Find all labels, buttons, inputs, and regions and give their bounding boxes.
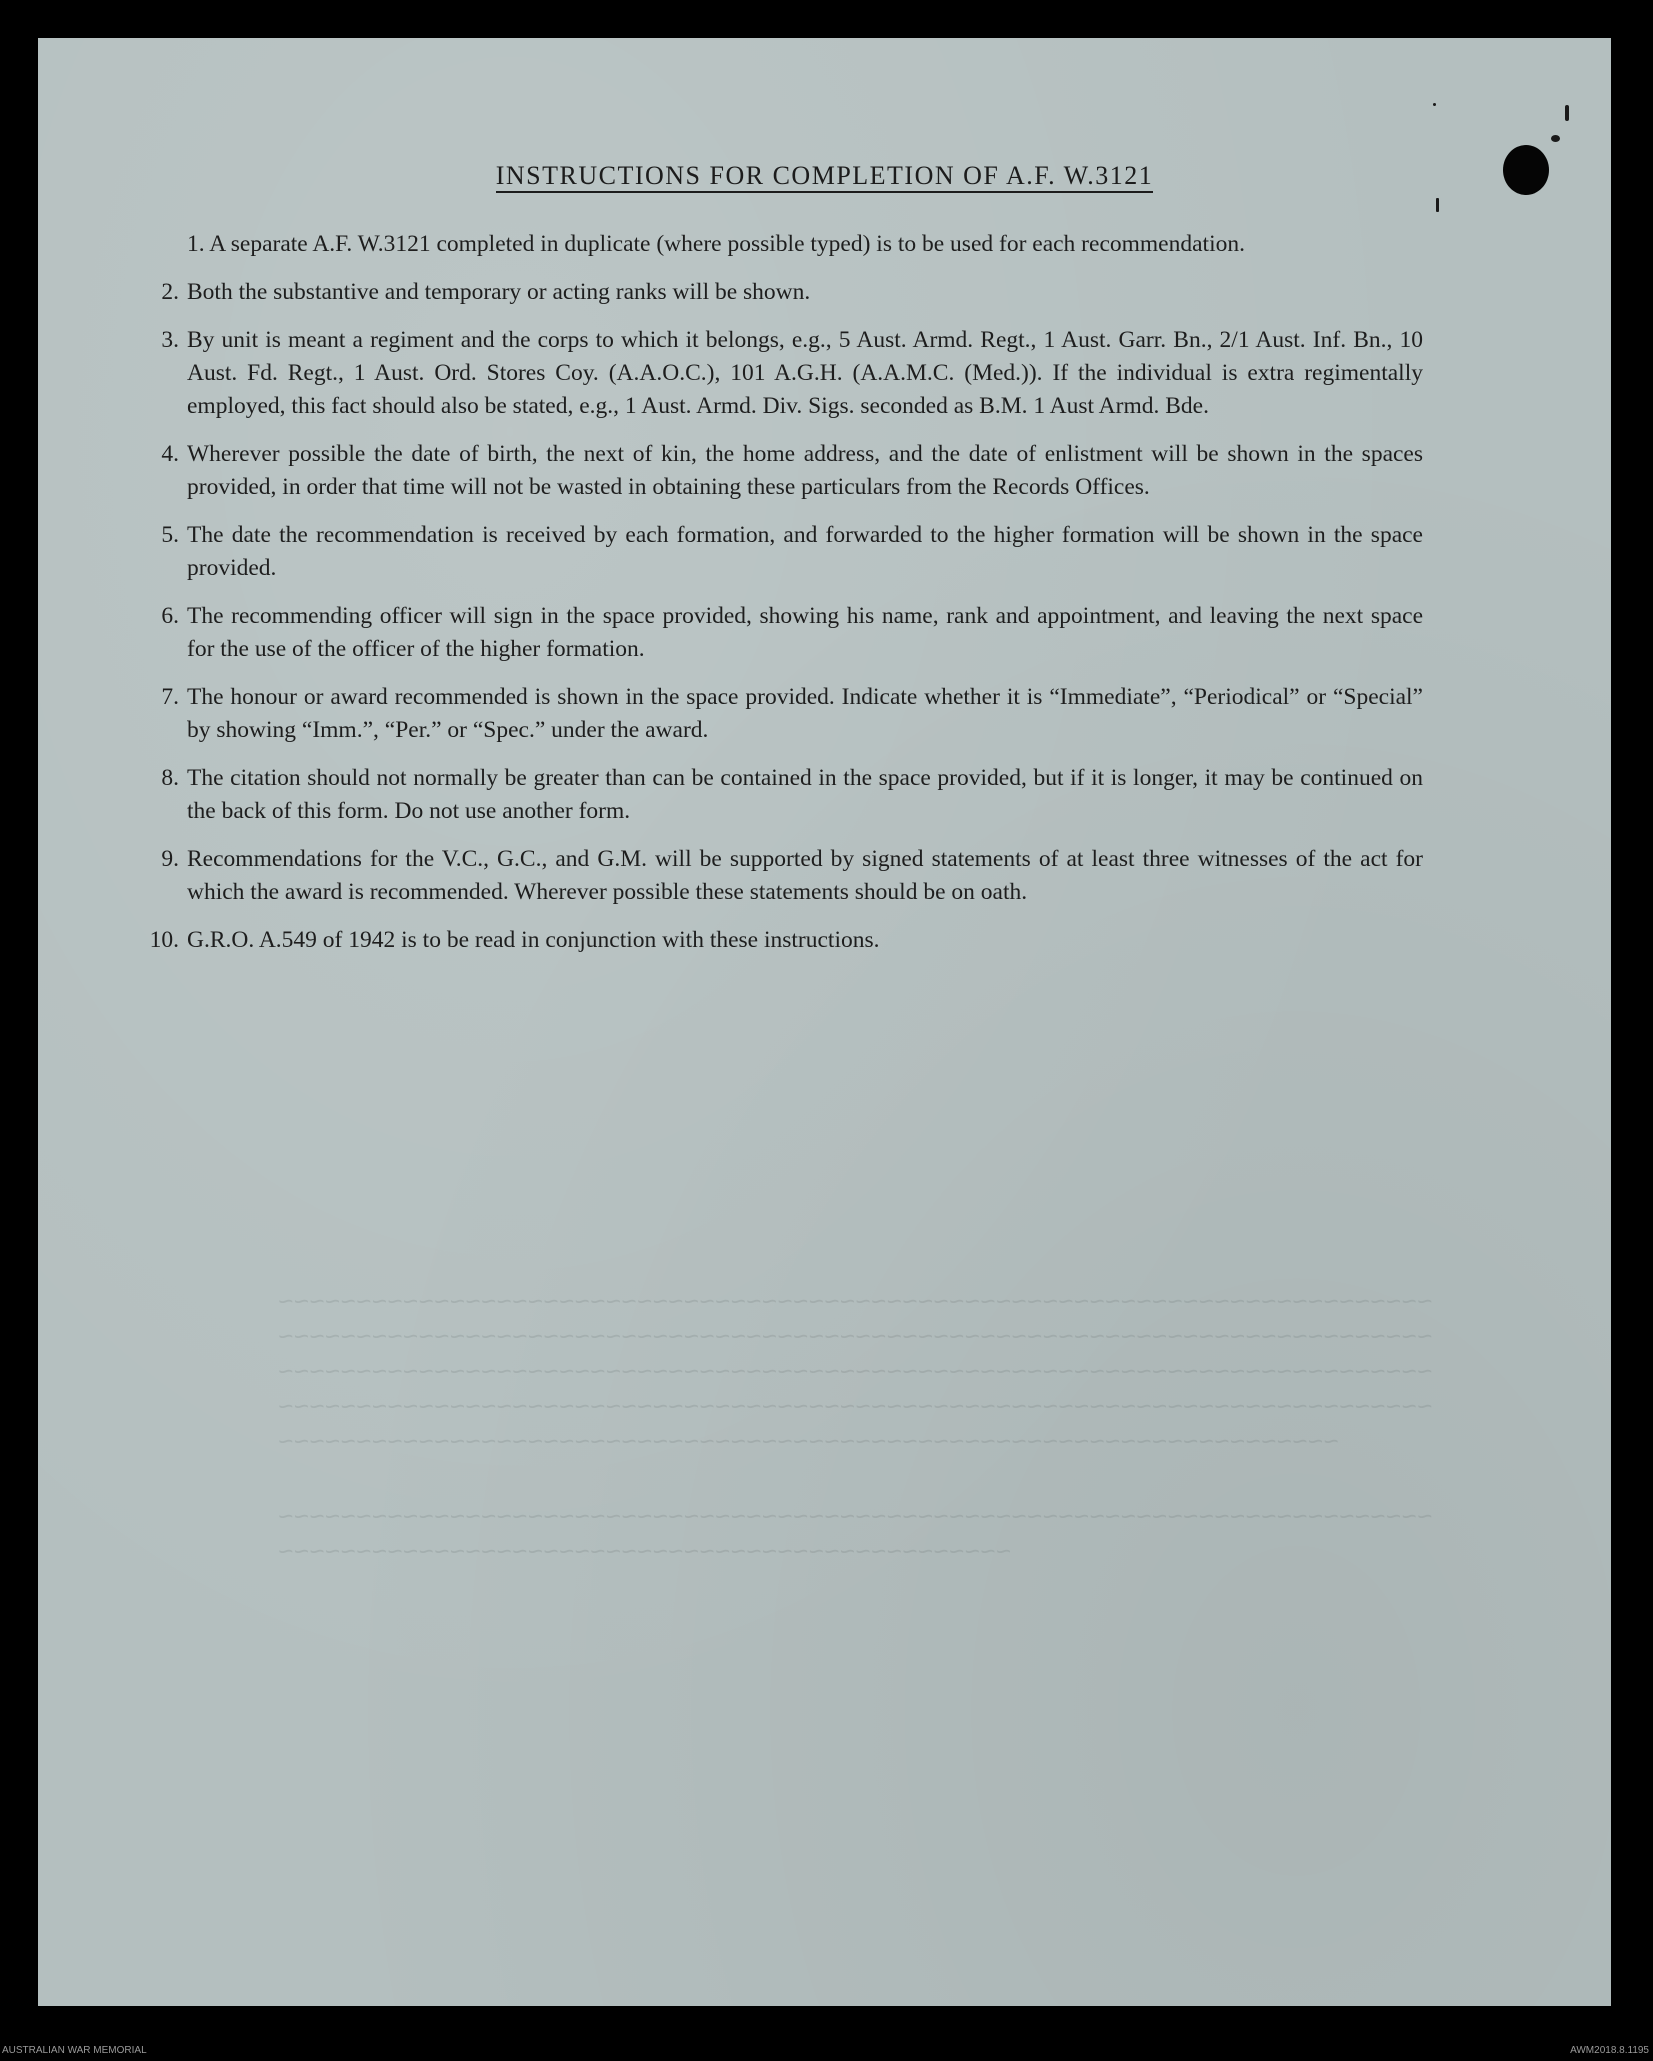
ink-speck	[1565, 105, 1569, 121]
bleed-through-text: ~~~~~~~~~~~~~~~~~~~~~~~~~~~~~~~~~~~~~~~~~~~~~~~~~~~~~~~~~~~~~~~~~~~~~~~~~~	[278, 1393, 1433, 1423]
item-text: The citation should not normally be greater than can be contained in the space provided, but if it is longer, it may be continued on the back of this form. Do not use another form.	[187, 765, 1423, 824]
instruction-item	[133, 276, 1423, 309]
instruction-item	[133, 438, 1423, 504]
archive-credit: AUSTRALIAN WAR MEMORIAL	[2, 2045, 147, 2056]
item-text: The honour or award recommended is shown in the space provided. Indicate whether it is “Immediate”, “Periodical” or “Special” by showing “Imm.”, “Per.” or “Spec.” under the award.	[187, 684, 1423, 743]
item-text: By unit is meant a regiment and the corps to which it belongs, e.g., 5 Aust. Armd. Regt., 1 Aust. Garr. Bn., 2/1 Aust. Inf. Bn., 10 Aust. Fd. Regt., 1 Aust. Ord. Stores Coy. (A.A.O.C.), 101 A.G.H. (A.A.M.C. (Med.)). If the individual is extra regimentally employed, this fact should also be stated, e.g., 1 Aust. Armd. Div. Sigs. seconded as B.M. 1 Aust Armd. Bde.	[187, 327, 1423, 419]
item-text: Wherever possible the date of birth, the next of kin, the home address, and the date of enlistment will be shown in the spaces provided, in order that time will not be wasted in obtaining these particulars from the Records Offices.	[187, 441, 1423, 500]
ink-speck	[1436, 198, 1439, 212]
bleed-through-text: ~~~~~~~~~~~~~~~~~~~~~~~~~~~~~~~~~~~~~~~~~~~~~~~~~~~~~~~~~~~~~~~~~~~~~~~~~~	[278, 1358, 1433, 1388]
archive-reference: AWM2018.8.1195	[1570, 2045, 1649, 2056]
bleed-through-text: ~~~~~~~~~~~~~~~~~~~~~~~~~~~~~~~~~~~~~~~~~~~~~~~~~~~~~~~~~~~~~~~~~~~~~~~~~~	[278, 1323, 1433, 1353]
instruction-item	[133, 519, 1423, 585]
item-number: 3.	[161, 327, 179, 353]
bleed-through-text: ~~~~~~~~~~~~~~~~~~~~~~~~~~~~~~~~~~~~~~~~~~~~~~~~~~~~~~~~~~~~~~~~~~~~	[278, 1428, 1339, 1458]
item-text: Both the substantive and temporary or acting ranks will be shown.	[187, 279, 811, 305]
instruction-item	[133, 843, 1423, 909]
item-text: The recommending officer will sign in the space provided, showing his name, rank and appointment, and leaving the next space for the use of the officer of the higher formation.	[187, 603, 1423, 662]
instruction-item	[133, 681, 1423, 747]
ink-speck	[1433, 103, 1436, 106]
bleed-through-text: ~~~~~~~~~~~~~~~~~~~~~~~~~~~~~~~~~~~~~~~~~~~~~~~	[278, 1538, 1012, 1568]
title-text: INSTRUCTIONS FOR COMPLETION OF A.F. W.3121	[496, 161, 1154, 193]
ink-speck	[1551, 135, 1560, 142]
item-number: 4.	[161, 441, 179, 467]
instruction-list	[133, 228, 1423, 972]
item-number: 1.	[187, 231, 205, 257]
instruction-item	[133, 228, 1423, 261]
item-number: 7.	[161, 684, 179, 710]
item-number: 5.	[161, 522, 179, 548]
document-page	[38, 38, 1611, 2006]
item-number: 10.	[149, 927, 179, 953]
instruction-item	[133, 924, 1423, 957]
bleed-through-text: ~~~~~~~~~~~~~~~~~~~~~~~~~~~~~~~~~~~~~~~~~~~~~~~~~~~~~~~~~~~~~~~~~~~~~~~~~~	[278, 1288, 1433, 1318]
document-title	[38, 161, 1611, 191]
item-number: 9.	[161, 846, 179, 872]
item-number: 6.	[161, 603, 179, 629]
item-number: 2.	[161, 279, 179, 305]
item-number: 8.	[161, 765, 179, 791]
instruction-item	[133, 324, 1423, 423]
instruction-item	[133, 600, 1423, 666]
item-text: A separate A.F. W.3121 completed in duplicate (where possible typed) is to be used for each recommendation.	[209, 231, 1245, 257]
item-text: The date the recommendation is received by each formation, and forwarded to the higher formation will be shown in the space provided.	[187, 522, 1423, 581]
item-text: G.R.O. A.549 of 1942 is to be read in conjunction with these instructions.	[187, 927, 880, 953]
instruction-item	[133, 762, 1423, 828]
item-text: Recommendations for the V.C., G.C., and G.M. will be supported by signed statements of at least three witnesses of the act for which the award is recommended. Wherever possible these statements should be on oath.	[187, 846, 1423, 905]
bleed-through-text: ~~~~~~~~~~~~~~~~~~~~~~~~~~~~~~~~~~~~~~~~~~~~~~~~~~~~~~~~~~~~~~~~~~~~~~~~~~	[278, 1503, 1433, 1533]
